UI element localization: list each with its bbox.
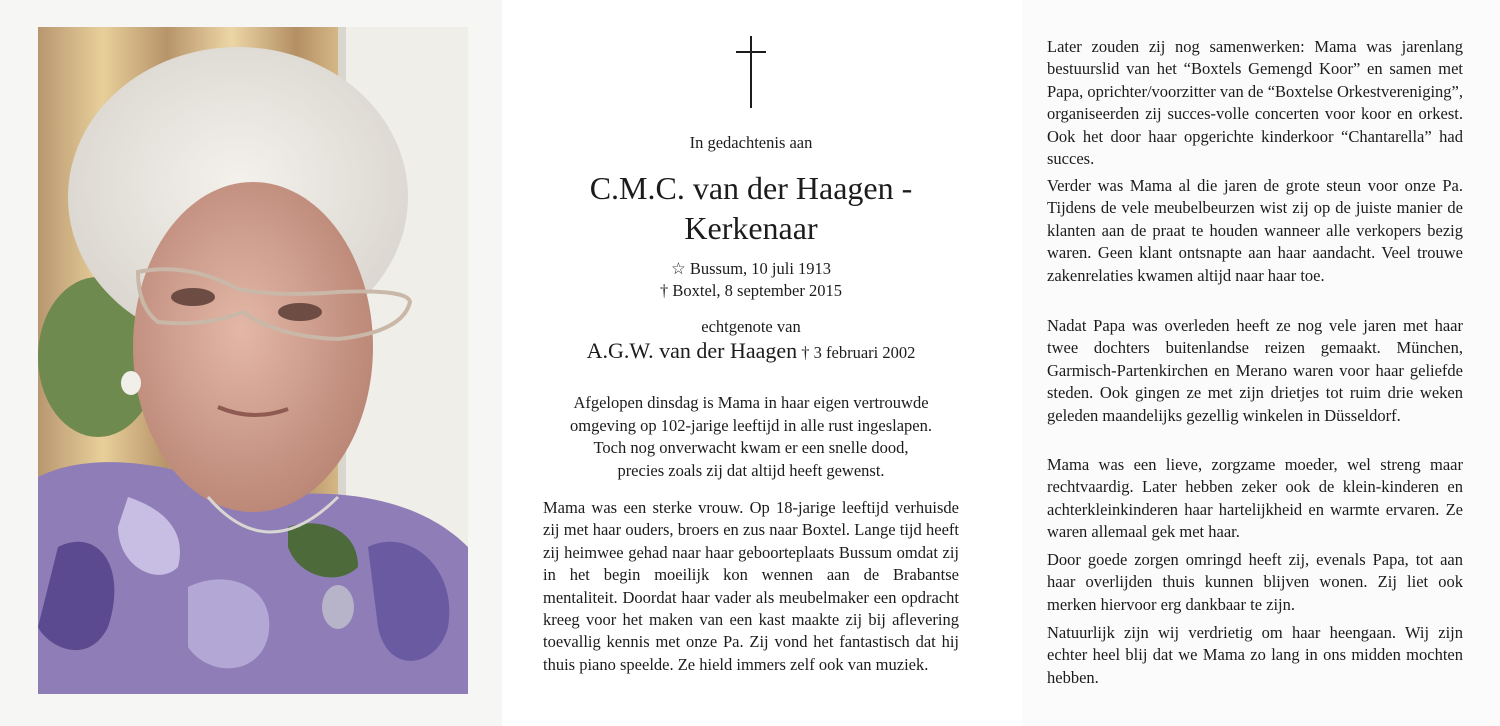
spouse-intro: echtgenote van bbox=[701, 317, 801, 336]
paragraph-travels: Nadat Papa was overleden heeft ze nog vele jaren met haar twee dochters buitenlandse reizen gemaakt. München, Garmisch-Partenkirchen en Merano waren voor haar geliefde steden. Ook gingen ze met zijn drietjes tot ruim drie weken geleden maandelijks gezellig winkelen in Düsseldorf. bbox=[1047, 316, 1463, 425]
portrait-photo bbox=[38, 27, 468, 694]
paragraph-choir: Later zouden zij nog samenwerken: Mama was jarenlang bestuurslid van het “Boxtels Gemengd Koor” en samen met Papa, oprichter/voorzitter van de “Boxtelse Orkestvereniging”, organiseerden zij succes-volle concerten voor koor en orkest. Ook het door haar opgerichte kinderkoor “Chantarella” had succes. bbox=[1047, 37, 1463, 169]
spouse-line bbox=[510, 340, 992, 364]
intro-line: omgeving op 102-jarige leeftijd in alle rust ingeslapen. bbox=[570, 415, 932, 435]
deceased-name-line2: Kerkenaar bbox=[684, 210, 818, 246]
story-paragraph: Mama was een sterke vrouw. Op 18-jarige leeftijd verhuisde zij met haar ouders, broers en zus naar Boxtel. Lange tijd heeft zij heimwee gehad naar haar geboorteplaats Bussum omdat zij in het begin moeilijk kon wennen aan de Brabantse mentaliteit. Doordat haar vader als meubelmaker een opdracht kreeg voor het maken van een kast maakte zij bij aflevering toevallig kennis met onze Pa. Zij vond het fantastisch dat hij thuis piano speelde. Ze hield immers zelf ook van muziek. bbox=[543, 498, 959, 674]
deceased-name-line1: C.M.C. van der Haagen - bbox=[589, 170, 913, 206]
paragraph-care: Door goede zorgen omringd heeft zij, evenals Papa, tot aan haar overlijden thuis kunnen blijven wonen. Zij liet ook merken hiervoor erg dankbaar te zijn. bbox=[1047, 550, 1463, 614]
intro-line: Afgelopen dinsdag is Mama in haar eigen vertrouwde bbox=[573, 393, 929, 412]
birth-line: ☆ Bussum, 10 juli 1913 bbox=[670, 259, 832, 278]
paragraph-closing: Natuurlijk zijn wij verdrietig om haar heengaan. Wij zijn echter heel blij dat we Mama zo lang in ons midden mochten hebben. bbox=[1047, 623, 1463, 687]
cross-icon bbox=[735, 36, 767, 108]
intro-line: precies zoals zij dat altijd heeft gewenst. bbox=[617, 460, 885, 480]
intro-line: Toch nog onverwacht kwam er een snelle dood, bbox=[593, 438, 909, 457]
in-memory-text: In gedachtenis aan bbox=[689, 133, 813, 152]
deceased-name bbox=[510, 168, 992, 248]
spouse-name: A.G.W. van der Haagen bbox=[586, 338, 798, 363]
death-line: † Boxtel, 8 september 2015 bbox=[660, 281, 842, 300]
paragraph-support: Verder was Mama al die jaren de grote steun voor onze Pa. Tijdens de vele meubelbeurzen wist zij op de juiste manier de klanten aan de praat te houden wanneer alle verkopers bezig waren. Geen klant ontsnapte aan haar aandacht. Veel trouwe zakenrelaties kwamen altijd naar haar toe. bbox=[1047, 176, 1463, 285]
left-panel bbox=[0, 0, 502, 726]
paragraph-mother: Mama was een lieve, zorgzame moeder, wel streng maar rechtvaardig. Later hebben zeker ook de klein-kinderen en achterkleinkinderen haar hartelijkheid en warmte ervaren. Ze waren allemaal gek met haar. bbox=[1047, 455, 1463, 542]
spouse-death-date: † 3 februari 2002 bbox=[801, 343, 916, 362]
intro-paragraph bbox=[510, 392, 992, 482]
